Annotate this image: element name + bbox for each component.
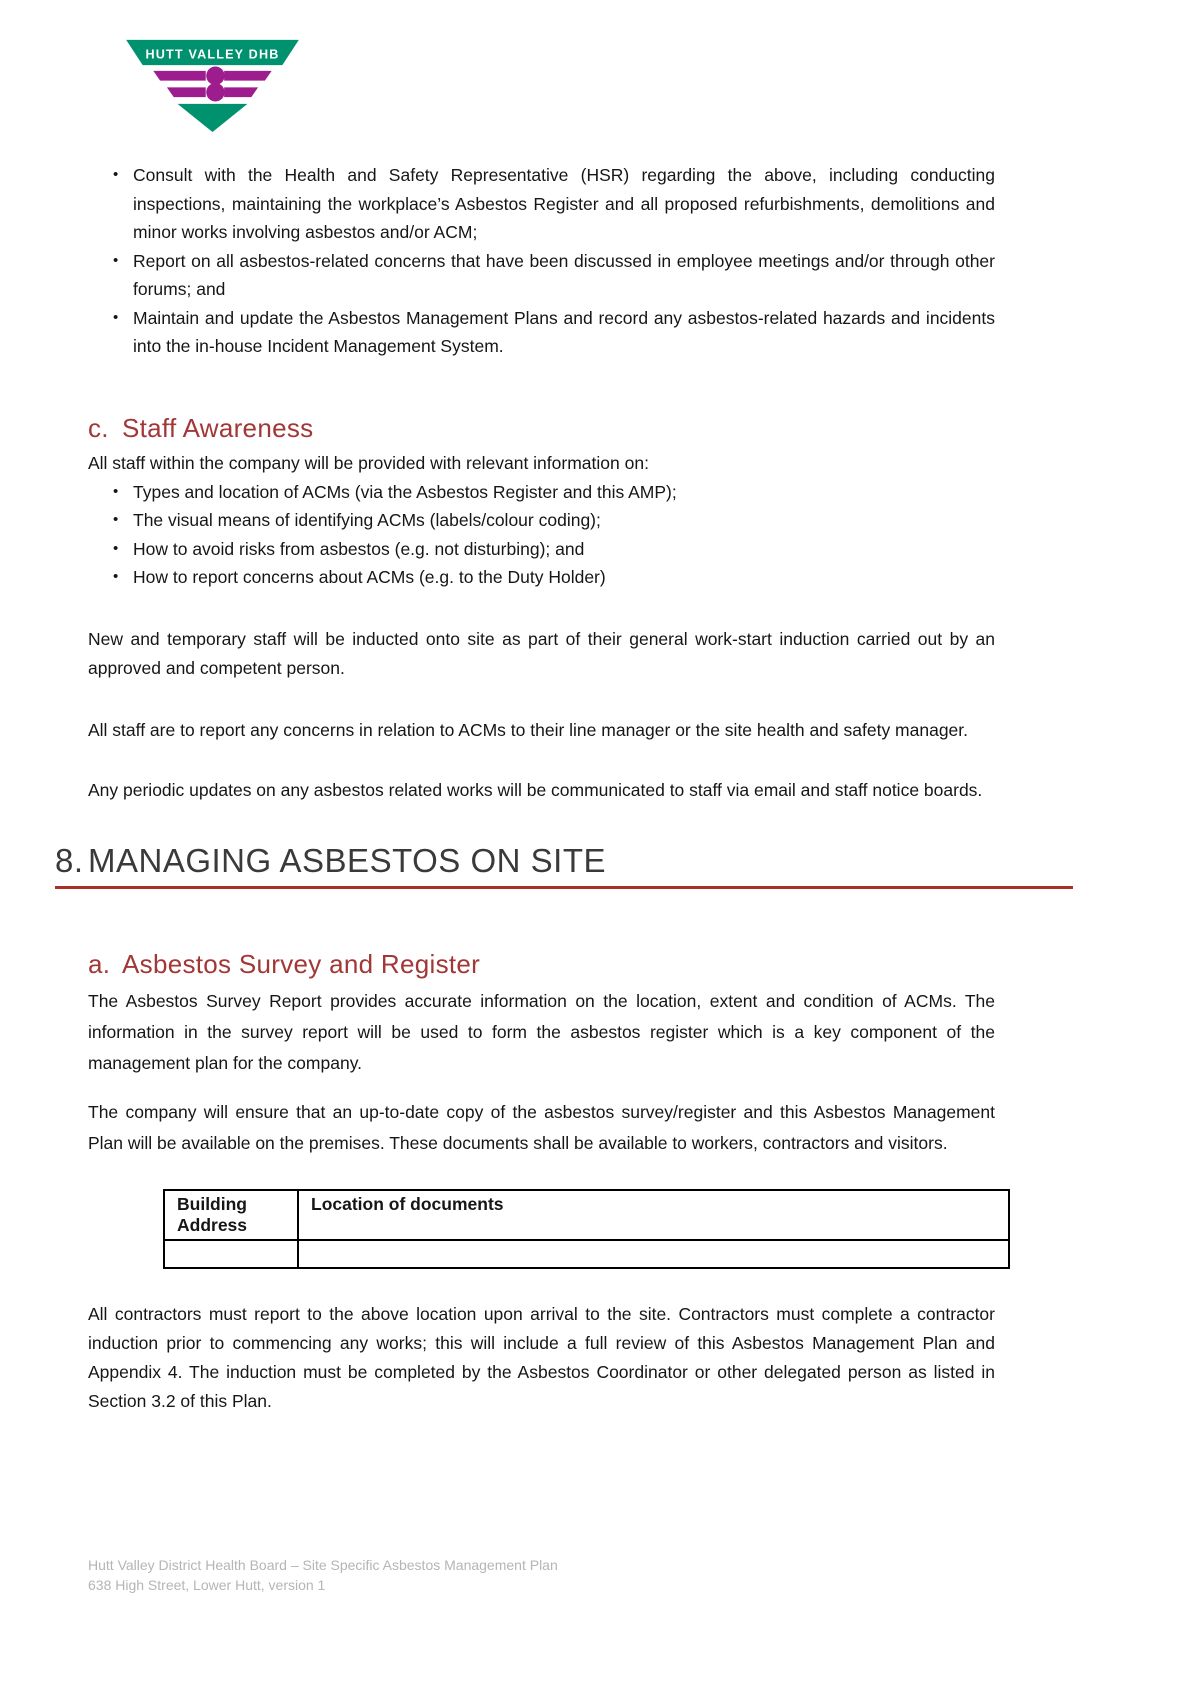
list-item: [88, 247, 995, 304]
page-footer: [88, 1556, 558, 1595]
section-heading-asbestos-survey-and-register: [88, 947, 995, 981]
bullet-icon: •: [113, 568, 119, 585]
bullet-icon: •: [113, 251, 119, 269]
section-title: Asbestos Survey and Register: [122, 948, 481, 979]
bullet-icon: •: [113, 539, 119, 557]
list-item-text: Report on all asbestos-related concerns that have been discussed in employee meetings and/or through other forums; and: [133, 250, 995, 299]
intro-bullet-list: [88, 161, 995, 361]
paragraph: All staff are to report any concerns in relation to ACMs to their line manager or the site health and safety manager.: [88, 719, 969, 740]
table-header-row: [164, 1190, 1009, 1240]
footer-line-1: Hutt Valley District Health Board – Site Specific Asbestos Management Plan: [88, 1557, 558, 1573]
list-item: [88, 304, 995, 361]
paragraph: The company will ensure that an up-to-date copy of the asbestos survey/register and this Asbestos Management Plan will be available on the premises. These documents shall be available to workers, contractors and visitors.: [88, 1101, 995, 1153]
section-title: Staff Awareness: [122, 412, 314, 443]
list-item: [88, 535, 995, 564]
paragraph: New and temporary staff will be inducted onto site as part of their general work-start induction carried out by an approved and competent person.: [88, 628, 995, 678]
paragraph: The Asbestos Survey Report provides accurate information on the location, extent and condition of ACMs. The information in the survey report will be used to form the asbestos register which is a key component of the management plan for the company.: [88, 990, 995, 1073]
documents-location-table: [163, 1189, 1010, 1269]
section-letter: c.: [88, 412, 109, 443]
table-header-location-of-documents: Location of documents: [298, 1190, 1009, 1240]
paragraph: All contractors must report to the above location upon arrival to the site. Contractors must complete a contractor induction prior to commencing any works; this will include a full review of this Asbestos Management Plan and Appendix 4. The induction must be completed by the Asbestos Coordinator or other delegated person as listed in Section 3.2 of this Plan.: [88, 1303, 995, 1411]
list-item-text: How to avoid risks from asbestos (e.g. not disturbing); and: [133, 538, 585, 559]
list-item-text: Maintain and update the Asbestos Management Plans and record any asbestos-related hazards and incidents into the in-house Incident Management System.: [133, 307, 995, 356]
paragraph: All staff within the company will be provided with relevant information on:: [88, 452, 649, 473]
table-cell-building-address: [164, 1240, 298, 1268]
section-title: MANAGING ASBESTOS ON SITE: [88, 841, 607, 879]
logo-text: HUTT VALLEY DHB: [145, 47, 280, 62]
section-heading-managing-asbestos-on-site: [55, 839, 1073, 889]
section-letter: a.: [88, 948, 111, 979]
footer-line-2: 638 High Street, Lower Hutt, version 1: [88, 1576, 326, 1593]
bullet-icon: •: [113, 482, 119, 500]
list-item: [88, 506, 995, 535]
staff-awareness-bullet-list: [88, 478, 995, 592]
bullet-icon: •: [113, 166, 119, 183]
list-item-text: Consult with the Health and Safety Representative (HSR) regarding the above, including conducting inspections, maintaining the workplace’s Asbestos Register and all proposed refurbishments, demolitions and minor works involving asbestos and/or ACM;: [133, 165, 995, 242]
list-item-text: Types and location of ACMs (via the Asbestos Register and this AMP);: [133, 481, 677, 502]
section-heading-staff-awareness: [88, 411, 995, 445]
table-header-building-address: Building Address: [164, 1190, 298, 1240]
paragraph: Any periodic updates on any asbestos related works will be communicated to staff via email and staff notice boards.: [88, 779, 983, 800]
hutt-valley-dhb-logo-icon: [120, 36, 305, 133]
section-number: 8.: [55, 841, 84, 879]
list-item-text: How to report concerns about ACMs (e.g. to the Duty Holder): [133, 567, 606, 587]
bullet-icon: •: [113, 511, 119, 528]
table-row: [164, 1240, 1009, 1268]
bullet-icon: •: [113, 308, 119, 326]
list-item: [88, 478, 995, 507]
list-item-text: The visual means of identifying ACMs (labels/colour coding);: [133, 510, 601, 530]
page-content: [55, 0, 995, 1416]
list-item: [88, 161, 995, 247]
table-cell-location-of-documents: [298, 1240, 1009, 1268]
list-item: [88, 563, 995, 592]
hutt-valley-dhb-logo: [120, 36, 305, 133]
